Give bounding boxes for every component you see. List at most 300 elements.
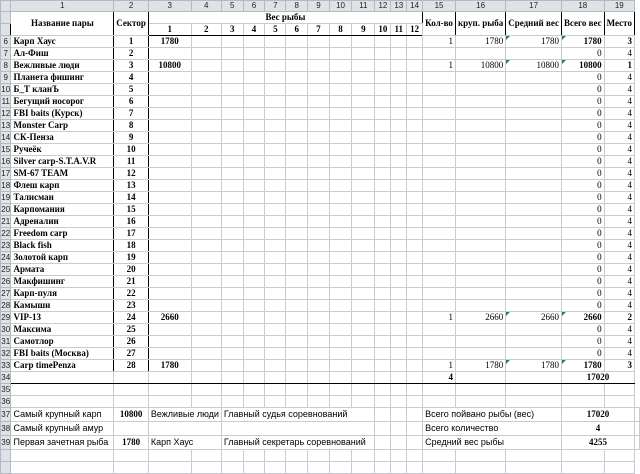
header-weight-12[interactable]: 12	[407, 24, 423, 36]
weight-1[interactable]	[148, 108, 191, 120]
total[interactable]: 0	[561, 156, 604, 168]
weight-2[interactable]	[191, 36, 221, 48]
weight-12[interactable]	[407, 48, 423, 60]
weight-9[interactable]	[352, 252, 375, 264]
place[interactable]: 3	[604, 36, 634, 48]
weight-4[interactable]	[243, 36, 265, 48]
cell[interactable]	[423, 450, 456, 462]
count[interactable]	[423, 228, 456, 240]
weight-2[interactable]	[191, 276, 221, 288]
place[interactable]: 4	[604, 108, 634, 120]
weight-4[interactable]	[243, 360, 265, 372]
cell[interactable]	[265, 396, 286, 408]
sector[interactable]: 21	[114, 276, 149, 288]
weight-8[interactable]	[329, 240, 352, 252]
place[interactable]: 4	[604, 324, 634, 336]
cell[interactable]	[506, 462, 562, 474]
count[interactable]	[423, 48, 456, 60]
weight-2[interactable]	[191, 84, 221, 96]
summary-right-label[interactable]: Всего пойвано рыбы (вес)	[423, 408, 562, 422]
team-name[interactable]: Макфишинг	[11, 276, 114, 288]
cell[interactable]	[635, 436, 640, 450]
weight-5[interactable]	[265, 72, 286, 84]
weight-10[interactable]	[375, 192, 391, 204]
weight-6[interactable]	[286, 216, 308, 228]
weight-5[interactable]	[265, 216, 286, 228]
total[interactable]: 0	[561, 324, 604, 336]
cell[interactable]	[308, 462, 330, 474]
team-name[interactable]: Карпомания	[11, 204, 114, 216]
weight-7[interactable]	[308, 180, 330, 192]
place[interactable]: 4	[604, 192, 634, 204]
weight-7[interactable]	[308, 216, 330, 228]
weight-6[interactable]	[286, 180, 308, 192]
weight-9[interactable]	[352, 192, 375, 204]
weight-5[interactable]	[265, 348, 286, 360]
weight-9[interactable]	[352, 324, 375, 336]
cell[interactable]	[308, 450, 330, 462]
weight-3[interactable]	[221, 108, 243, 120]
column-header-4[interactable]: 4	[191, 1, 221, 12]
count[interactable]	[423, 276, 456, 288]
cell[interactable]	[407, 396, 423, 408]
weight-5[interactable]	[265, 228, 286, 240]
cell[interactable]	[286, 462, 308, 474]
weight-11[interactable]	[391, 240, 407, 252]
sector[interactable]: 19	[114, 252, 149, 264]
big-fish[interactable]	[455, 120, 505, 132]
place[interactable]: 4	[604, 144, 634, 156]
count[interactable]: 1	[423, 312, 456, 324]
row-header-22[interactable]: 22	[1, 229, 11, 238]
weight-7[interactable]	[308, 60, 330, 72]
cell[interactable]	[114, 372, 149, 384]
weight-9[interactable]	[352, 36, 375, 48]
weight-4[interactable]	[243, 192, 265, 204]
weight-9[interactable]	[352, 48, 375, 60]
weight-3[interactable]	[221, 264, 243, 276]
weight-4[interactable]	[243, 228, 265, 240]
column-header-6[interactable]: 6	[243, 1, 265, 12]
weight-10[interactable]	[375, 36, 391, 48]
summary-role[interactable]: Главный секретарь соревнований	[221, 436, 374, 450]
header-weight-1[interactable]: 1	[148, 24, 191, 36]
team-name[interactable]: Б_Т кланЪ	[11, 84, 114, 96]
place[interactable]: 4	[604, 252, 634, 264]
weight-6[interactable]	[286, 132, 308, 144]
weight-1[interactable]	[148, 96, 191, 108]
row-header-35[interactable]: 35	[1, 385, 11, 394]
sector[interactable]: 27	[114, 348, 149, 360]
weight-9[interactable]	[352, 120, 375, 132]
cell[interactable]	[286, 372, 308, 384]
cell[interactable]	[455, 396, 505, 408]
row-header-15[interactable]: 15	[1, 145, 11, 154]
header-weight-8[interactable]: 8	[329, 24, 352, 36]
weight-10[interactable]	[375, 216, 391, 228]
weight-8[interactable]	[329, 264, 352, 276]
weight-2[interactable]	[191, 204, 221, 216]
row-header-18[interactable]: 18	[1, 181, 11, 190]
average[interactable]	[506, 228, 562, 240]
place[interactable]: 4	[604, 84, 634, 96]
sector[interactable]: 24	[114, 312, 149, 324]
weight-4[interactable]	[243, 132, 265, 144]
cell[interactable]	[243, 372, 265, 384]
weight-2[interactable]	[191, 168, 221, 180]
weight-10[interactable]	[375, 288, 391, 300]
row-header-34[interactable]: 34	[1, 373, 11, 382]
big-fish[interactable]	[455, 132, 505, 144]
weight-8[interactable]	[329, 228, 352, 240]
weight-2[interactable]	[191, 288, 221, 300]
weight-10[interactable]	[375, 252, 391, 264]
row-header-26[interactable]: 26	[1, 277, 11, 286]
weight-4[interactable]	[243, 216, 265, 228]
weight-5[interactable]	[265, 336, 286, 348]
sector[interactable]: 16	[114, 216, 149, 228]
weight-10[interactable]	[375, 120, 391, 132]
row-header-10[interactable]: 10	[1, 85, 11, 94]
weight-11[interactable]	[391, 132, 407, 144]
weight-3[interactable]	[221, 204, 243, 216]
weight-7[interactable]	[308, 300, 330, 312]
weight-7[interactable]	[308, 72, 330, 84]
weight-7[interactable]	[308, 108, 330, 120]
weight-2[interactable]	[191, 228, 221, 240]
weight-10[interactable]	[375, 300, 391, 312]
weight-4[interactable]	[243, 240, 265, 252]
column-header-5[interactable]: 5	[221, 1, 243, 12]
weight-5[interactable]	[265, 120, 286, 132]
weight-11[interactable]	[391, 300, 407, 312]
count[interactable]	[423, 336, 456, 348]
cell[interactable]	[407, 422, 423, 436]
total[interactable]: 0	[561, 144, 604, 156]
weight-1[interactable]: 10800	[148, 60, 191, 72]
weight-8[interactable]	[329, 48, 352, 60]
cell[interactable]	[265, 384, 286, 396]
cell[interactable]	[604, 396, 634, 408]
weight-5[interactable]	[265, 132, 286, 144]
weight-11[interactable]	[391, 120, 407, 132]
team-name[interactable]: Талисман	[11, 192, 114, 204]
cell[interactable]	[191, 384, 221, 396]
row-header-16[interactable]: 16	[1, 157, 11, 166]
weight-5[interactable]	[265, 168, 286, 180]
weight-7[interactable]	[308, 192, 330, 204]
weight-12[interactable]	[407, 120, 423, 132]
weight-3[interactable]	[221, 36, 243, 48]
weight-10[interactable]	[375, 72, 391, 84]
weight-1[interactable]	[148, 264, 191, 276]
cell[interactable]	[148, 450, 191, 462]
cell[interactable]	[243, 384, 265, 396]
cell[interactable]	[308, 396, 330, 408]
cell[interactable]	[506, 396, 562, 408]
count[interactable]	[423, 144, 456, 156]
column-header-3[interactable]: 3	[148, 1, 191, 12]
weight-9[interactable]	[352, 84, 375, 96]
weight-8[interactable]	[329, 348, 352, 360]
weight-1[interactable]	[148, 216, 191, 228]
weight-7[interactable]	[308, 144, 330, 156]
cell[interactable]	[604, 384, 634, 396]
weight-1[interactable]	[148, 156, 191, 168]
weight-2[interactable]	[191, 96, 221, 108]
cell[interactable]	[329, 396, 352, 408]
total[interactable]: 0	[561, 216, 604, 228]
weight-1[interactable]	[148, 192, 191, 204]
header-weight-9[interactable]: 9	[352, 24, 375, 36]
weight-11[interactable]	[391, 324, 407, 336]
weight-11[interactable]	[391, 168, 407, 180]
weight-6[interactable]	[286, 84, 308, 96]
team-name[interactable]: Carp timePenza	[11, 360, 114, 372]
place[interactable]: 4	[604, 348, 634, 360]
place[interactable]: 4	[604, 180, 634, 192]
weight-8[interactable]	[329, 192, 352, 204]
big-fish[interactable]	[455, 180, 505, 192]
summary-right-value[interactable]: 17020	[561, 408, 634, 422]
weight-11[interactable]	[391, 60, 407, 72]
weight-9[interactable]	[352, 348, 375, 360]
average[interactable]	[506, 156, 562, 168]
weight-9[interactable]	[352, 288, 375, 300]
cell[interactable]	[561, 450, 604, 462]
weight-11[interactable]	[391, 192, 407, 204]
weight-7[interactable]	[308, 84, 330, 96]
cell[interactable]	[114, 450, 149, 462]
total[interactable]: 10800	[561, 60, 604, 72]
place[interactable]: 3	[604, 360, 634, 372]
weight-7[interactable]	[308, 252, 330, 264]
average[interactable]	[506, 216, 562, 228]
cell[interactable]	[329, 384, 352, 396]
weight-9[interactable]	[352, 72, 375, 84]
weight-9[interactable]	[352, 240, 375, 252]
average[interactable]	[506, 168, 562, 180]
cell[interactable]	[506, 450, 562, 462]
weight-11[interactable]	[391, 156, 407, 168]
place[interactable]: 4	[604, 276, 634, 288]
cell[interactable]	[11, 450, 114, 462]
weight-10[interactable]	[375, 132, 391, 144]
count[interactable]	[423, 168, 456, 180]
weight-7[interactable]	[308, 240, 330, 252]
total[interactable]: 0	[561, 240, 604, 252]
sector[interactable]: 4	[114, 72, 149, 84]
row-header-23[interactable]: 23	[1, 241, 11, 250]
weight-11[interactable]	[391, 264, 407, 276]
weight-3[interactable]	[221, 288, 243, 300]
weight-11[interactable]	[391, 336, 407, 348]
team-name[interactable]: Ал-Фиш	[11, 48, 114, 60]
average[interactable]	[506, 264, 562, 276]
weight-6[interactable]	[286, 36, 308, 48]
cell[interactable]	[148, 462, 191, 474]
weight-3[interactable]	[221, 276, 243, 288]
weight-12[interactable]	[407, 348, 423, 360]
count[interactable]	[423, 348, 456, 360]
weight-2[interactable]	[191, 216, 221, 228]
team-name[interactable]: Армата	[11, 264, 114, 276]
summary-right-label[interactable]: Всего количество	[423, 422, 562, 436]
count[interactable]: 1	[423, 36, 456, 48]
weight-2[interactable]	[191, 48, 221, 60]
total[interactable]: 0	[561, 108, 604, 120]
cell[interactable]	[286, 384, 308, 396]
sector[interactable]: 17	[114, 228, 149, 240]
weight-8[interactable]	[329, 96, 352, 108]
average[interactable]	[506, 276, 562, 288]
header-weight-11[interactable]: 11	[391, 24, 407, 36]
weight-10[interactable]	[375, 48, 391, 60]
column-header-19[interactable]: 19	[604, 1, 634, 12]
weight-10[interactable]	[375, 156, 391, 168]
weight-12[interactable]	[407, 36, 423, 48]
weight-1[interactable]	[148, 180, 191, 192]
cell[interactable]	[286, 396, 308, 408]
weight-7[interactable]	[308, 360, 330, 372]
weight-8[interactable]	[329, 180, 352, 192]
cell[interactable]	[221, 384, 243, 396]
place[interactable]: 1	[604, 60, 634, 72]
weight-5[interactable]	[265, 264, 286, 276]
cell[interactable]	[265, 450, 286, 462]
cell[interactable]	[221, 396, 243, 408]
weight-1[interactable]	[148, 120, 191, 132]
big-fish[interactable]: 1780	[455, 36, 505, 48]
average[interactable]	[506, 348, 562, 360]
cell[interactable]	[329, 462, 352, 474]
row-header-25[interactable]: 25	[1, 265, 11, 274]
team-name[interactable]: VIP-13	[11, 312, 114, 324]
weight-6[interactable]	[286, 144, 308, 156]
weight-9[interactable]	[352, 228, 375, 240]
weight-10[interactable]	[375, 240, 391, 252]
weight-6[interactable]	[286, 108, 308, 120]
team-name[interactable]: Планета фишинг	[11, 72, 114, 84]
weight-4[interactable]	[243, 156, 265, 168]
count[interactable]	[423, 108, 456, 120]
weight-6[interactable]	[286, 240, 308, 252]
cell[interactable]	[243, 462, 265, 474]
header-weight-3[interactable]: 3	[221, 24, 243, 36]
weight-11[interactable]	[391, 216, 407, 228]
count[interactable]	[423, 156, 456, 168]
weight-2[interactable]	[191, 348, 221, 360]
cell[interactable]	[455, 384, 505, 396]
weight-4[interactable]	[243, 60, 265, 72]
weight-4[interactable]	[243, 204, 265, 216]
big-fish[interactable]	[455, 216, 505, 228]
big-fish[interactable]	[455, 72, 505, 84]
sector[interactable]: 13	[114, 180, 149, 192]
weight-11[interactable]	[391, 228, 407, 240]
weight-5[interactable]	[265, 360, 286, 372]
weight-11[interactable]	[391, 288, 407, 300]
weight-12[interactable]	[407, 216, 423, 228]
big-fish[interactable]: 2660	[455, 312, 505, 324]
average[interactable]	[506, 288, 562, 300]
summary-team[interactable]: Вежливые люди	[148, 408, 221, 422]
weight-6[interactable]	[286, 252, 308, 264]
weight-2[interactable]	[191, 240, 221, 252]
weight-9[interactable]	[352, 132, 375, 144]
sector[interactable]: 5	[114, 84, 149, 96]
header-weight-10[interactable]: 10	[375, 24, 391, 36]
row-header-27[interactable]: 27	[1, 289, 11, 298]
weight-11[interactable]	[391, 84, 407, 96]
big-fish[interactable]	[455, 108, 505, 120]
average[interactable]	[506, 84, 562, 96]
count[interactable]: 1	[423, 60, 456, 72]
row-header-38[interactable]: 38	[1, 422, 11, 436]
weight-1[interactable]	[148, 300, 191, 312]
weight-6[interactable]	[286, 204, 308, 216]
weight-11[interactable]	[391, 348, 407, 360]
average[interactable]	[506, 72, 562, 84]
total[interactable]: 0	[561, 120, 604, 132]
team-name[interactable]: Самотлор	[11, 336, 114, 348]
cell[interactable]	[265, 372, 286, 384]
cell[interactable]	[352, 462, 375, 474]
weight-3[interactable]	[221, 216, 243, 228]
sector[interactable]: 8	[114, 120, 149, 132]
weight-3[interactable]	[221, 132, 243, 144]
weight-10[interactable]	[375, 108, 391, 120]
cell[interactable]	[148, 384, 191, 396]
header-count[interactable]: Кол-во	[423, 12, 456, 36]
weight-3[interactable]	[221, 312, 243, 324]
row-header-21[interactable]: 21	[1, 217, 11, 226]
summary-role[interactable]	[221, 422, 374, 436]
weight-10[interactable]	[375, 144, 391, 156]
cell[interactable]	[308, 372, 330, 384]
summary-value[interactable]: 1780	[114, 436, 149, 450]
total[interactable]: 0	[561, 264, 604, 276]
cell[interactable]	[455, 372, 505, 384]
header-average[interactable]: Средний вес	[506, 12, 562, 36]
weight-4[interactable]	[243, 84, 265, 96]
sector[interactable]: 25	[114, 324, 149, 336]
team-name[interactable]: Флеш карп	[11, 180, 114, 192]
cell[interactable]	[391, 436, 407, 450]
row-header-37[interactable]: 37	[1, 408, 11, 422]
column-header-11[interactable]: 11	[352, 1, 375, 12]
weight-11[interactable]	[391, 204, 407, 216]
weight-9[interactable]	[352, 60, 375, 72]
weight-7[interactable]	[308, 312, 330, 324]
sector[interactable]: 3	[114, 60, 149, 72]
cell[interactable]	[329, 372, 352, 384]
row-header-32[interactable]: 32	[1, 349, 11, 358]
weight-2[interactable]	[191, 360, 221, 372]
big-fish[interactable]	[455, 96, 505, 108]
select-all-corner[interactable]	[1, 1, 11, 12]
cell[interactable]	[11, 396, 114, 408]
weight-7[interactable]	[308, 348, 330, 360]
weight-12[interactable]	[407, 72, 423, 84]
weight-8[interactable]	[329, 72, 352, 84]
average[interactable]	[506, 324, 562, 336]
weight-9[interactable]	[352, 312, 375, 324]
place[interactable]: 4	[604, 48, 634, 60]
count[interactable]	[423, 132, 456, 144]
weight-8[interactable]	[329, 300, 352, 312]
weight-9[interactable]	[352, 300, 375, 312]
